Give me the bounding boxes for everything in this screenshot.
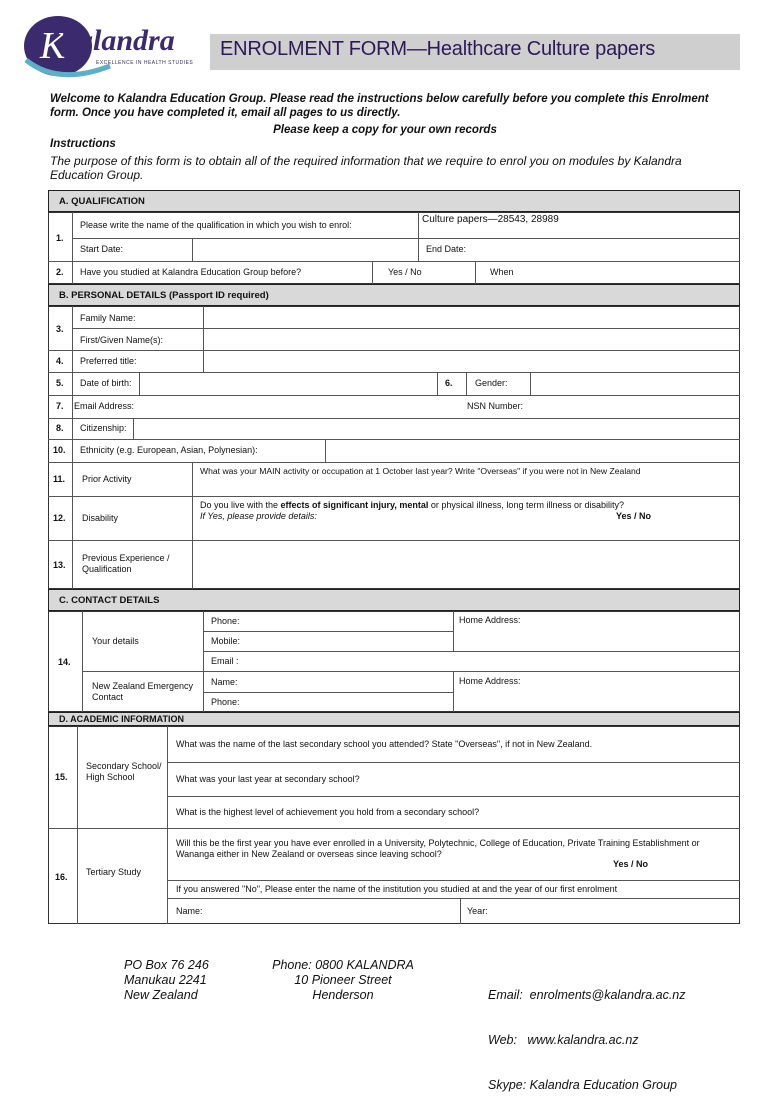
secondary-q2: What was your last year at secondary school? bbox=[176, 774, 360, 784]
start-date-label: Start Date: bbox=[80, 244, 124, 254]
disability-yes-no[interactable]: Yes / No bbox=[616, 511, 652, 521]
footer-phone-address: Phone: 0800 KALANDRA 10 Pioneer Street Henderson bbox=[272, 958, 414, 1002]
row-number-3: 3. bbox=[56, 324, 64, 334]
row-number-16: 16. bbox=[55, 872, 68, 882]
welcome-text: Welcome to Kalandra Education Group. Please read the instructions below carefully before you complete this Enrolment form. Once you have completed it, email all pages to us directly. bbox=[50, 93, 709, 119]
your-details-label: Your details bbox=[92, 636, 139, 646]
emergency-name-label: Name: bbox=[211, 677, 238, 687]
instructions-body: The purpose of this form is to obtain all of the required information that we require to enrol you on modules by Kalandra Education Group. bbox=[50, 154, 682, 182]
row-number-8: 8. bbox=[56, 423, 64, 433]
emergency-address-label: Home Address: bbox=[459, 676, 521, 686]
secondary-school-label: Secondary School/ High School bbox=[86, 761, 162, 782]
footer-email[interactable]: Email: enrolments@kalandra.ac.nz bbox=[488, 988, 686, 1002]
given-names-label: First/Given Name(s): bbox=[80, 335, 164, 345]
institution-name-label: Name: bbox=[176, 906, 203, 916]
given-names-field[interactable] bbox=[204, 329, 739, 350]
row-number-15: 15. bbox=[55, 772, 68, 782]
tertiary-label: Tertiary Study bbox=[86, 867, 142, 877]
tertiary-q2: If you answered "No", Please enter the name of the institution you studied at and the year of our first enrolment bbox=[176, 884, 618, 894]
citizenship-field[interactable] bbox=[134, 419, 739, 439]
row-number-2: 2. bbox=[56, 267, 64, 277]
svg-text:K: K bbox=[40, 25, 66, 67]
institution-year-label: Year: bbox=[467, 906, 488, 916]
section-d-header: D. ACADEMIC INFORMATION bbox=[48, 712, 740, 726]
family-name-field[interactable] bbox=[204, 307, 739, 328]
disability-question: Do you live with the effects of significant injury, mental or physical illness, long term illness or disability? bbox=[200, 500, 624, 510]
end-date-label: End Date: bbox=[426, 244, 467, 254]
footer-online bbox=[488, 958, 686, 1108]
prev-experience-field[interactable] bbox=[193, 541, 739, 588]
row-number-6: 6. bbox=[445, 378, 453, 388]
contact-email-label: Email : bbox=[211, 656, 239, 666]
row-number-1: 1. bbox=[56, 233, 64, 243]
kalandra-logo bbox=[18, 8, 200, 80]
tertiary-yes-no[interactable]: Yes / No bbox=[613, 859, 649, 869]
qualification-value[interactable]: Culture papers—28543, 28989 bbox=[422, 214, 559, 225]
ethnicity-label: Ethnicity (e.g. European, Asian, Polynesian): bbox=[80, 445, 258, 455]
phone-label: Phone: bbox=[211, 616, 240, 626]
row-number-14: 14. bbox=[58, 657, 71, 667]
home-address-label: Home Address: bbox=[459, 615, 521, 625]
logo-tagline: EXCELLENCE IN HEALTH STUDIES bbox=[96, 60, 194, 66]
disability-label: Disability bbox=[82, 513, 119, 523]
row-number-12: 12. bbox=[53, 513, 66, 523]
row-number-10: 10. bbox=[53, 445, 66, 455]
row-number-11: 11. bbox=[53, 474, 66, 484]
citizenship-label: Citizenship: bbox=[80, 423, 127, 433]
row-number-4: 4. bbox=[56, 356, 64, 366]
row-number-7: 7. bbox=[56, 401, 64, 411]
nsn-label: NSN Number: bbox=[467, 401, 524, 411]
prev-experience-label: Previous Experience / Qualification bbox=[82, 553, 170, 574]
prior-activity-label: Prior Activity bbox=[82, 474, 132, 484]
tertiary-q1: Will this be the first year you have ever enrolled in a University, Polytechnic, College of Education, Private Training Establishment or Wananga either in New Zealand or overseas since leaving school? bbox=[176, 838, 700, 859]
disability-if-yes: If Yes, please provide details: bbox=[200, 511, 317, 521]
family-name-label: Family Name: bbox=[80, 313, 136, 323]
nz-emergency-label: New Zealand Emergency Contact bbox=[92, 681, 194, 702]
logo-wordmark: Kalandra bbox=[58, 24, 175, 57]
footer-skype: Skype: Kalandra Education Group bbox=[488, 1078, 678, 1092]
instructions-heading: Instructions bbox=[50, 138, 116, 150]
row-number-5: 5. bbox=[56, 378, 64, 388]
email-label: Email Address: bbox=[74, 401, 135, 411]
gender-label: Gender: bbox=[475, 378, 508, 388]
secondary-q1: What was the name of the last secondary school you attended? State "Overseas", if not in New Zealand. bbox=[176, 739, 593, 749]
section-b-header: B. PERSONAL DETAILS (Passport ID required) bbox=[48, 284, 740, 306]
studied-yes-no[interactable]: Yes / No bbox=[388, 267, 422, 277]
start-date-field[interactable] bbox=[193, 239, 417, 260]
secondary-q3: What is the highest level of achievement you hold from a secondary school? bbox=[176, 807, 480, 817]
studied-before-label: Have you studied at Kalandra Education Group before? bbox=[80, 267, 302, 277]
footer-web[interactable]: Web: www.kalandra.ac.nz bbox=[488, 1033, 639, 1047]
preferred-title-label: Preferred title: bbox=[80, 356, 137, 366]
mobile-label: Mobile: bbox=[211, 636, 241, 646]
keep-copy-note: Please keep a copy for your own records bbox=[273, 124, 497, 136]
qualification-label: Please write the name of the qualification in which you wish to enrol: bbox=[80, 220, 352, 230]
dob-field[interactable] bbox=[140, 373, 436, 394]
main-activity-question: What was your MAIN activity or occupation at 1 October last year? Write "Overseas" if you were not in New Zealand bbox=[200, 466, 641, 476]
row-number-13: 13. bbox=[53, 560, 66, 570]
gender-field[interactable] bbox=[531, 373, 739, 394]
ethnicity-field[interactable] bbox=[326, 440, 739, 462]
footer-postal: PO Box 76 246 Manukau 2241 New Zealand bbox=[124, 958, 209, 1002]
section-a-header: A. QUALIFICATION bbox=[48, 190, 740, 212]
page-title: ENROLMENT FORM—Healthcare Culture papers bbox=[220, 38, 656, 60]
emergency-phone-label: Phone: bbox=[211, 697, 240, 707]
when-label: When bbox=[490, 267, 514, 277]
section-c-header: C. CONTACT DETAILS bbox=[48, 589, 740, 611]
dob-label: Date of birth: bbox=[80, 378, 132, 388]
preferred-title-field[interactable] bbox=[204, 351, 739, 372]
